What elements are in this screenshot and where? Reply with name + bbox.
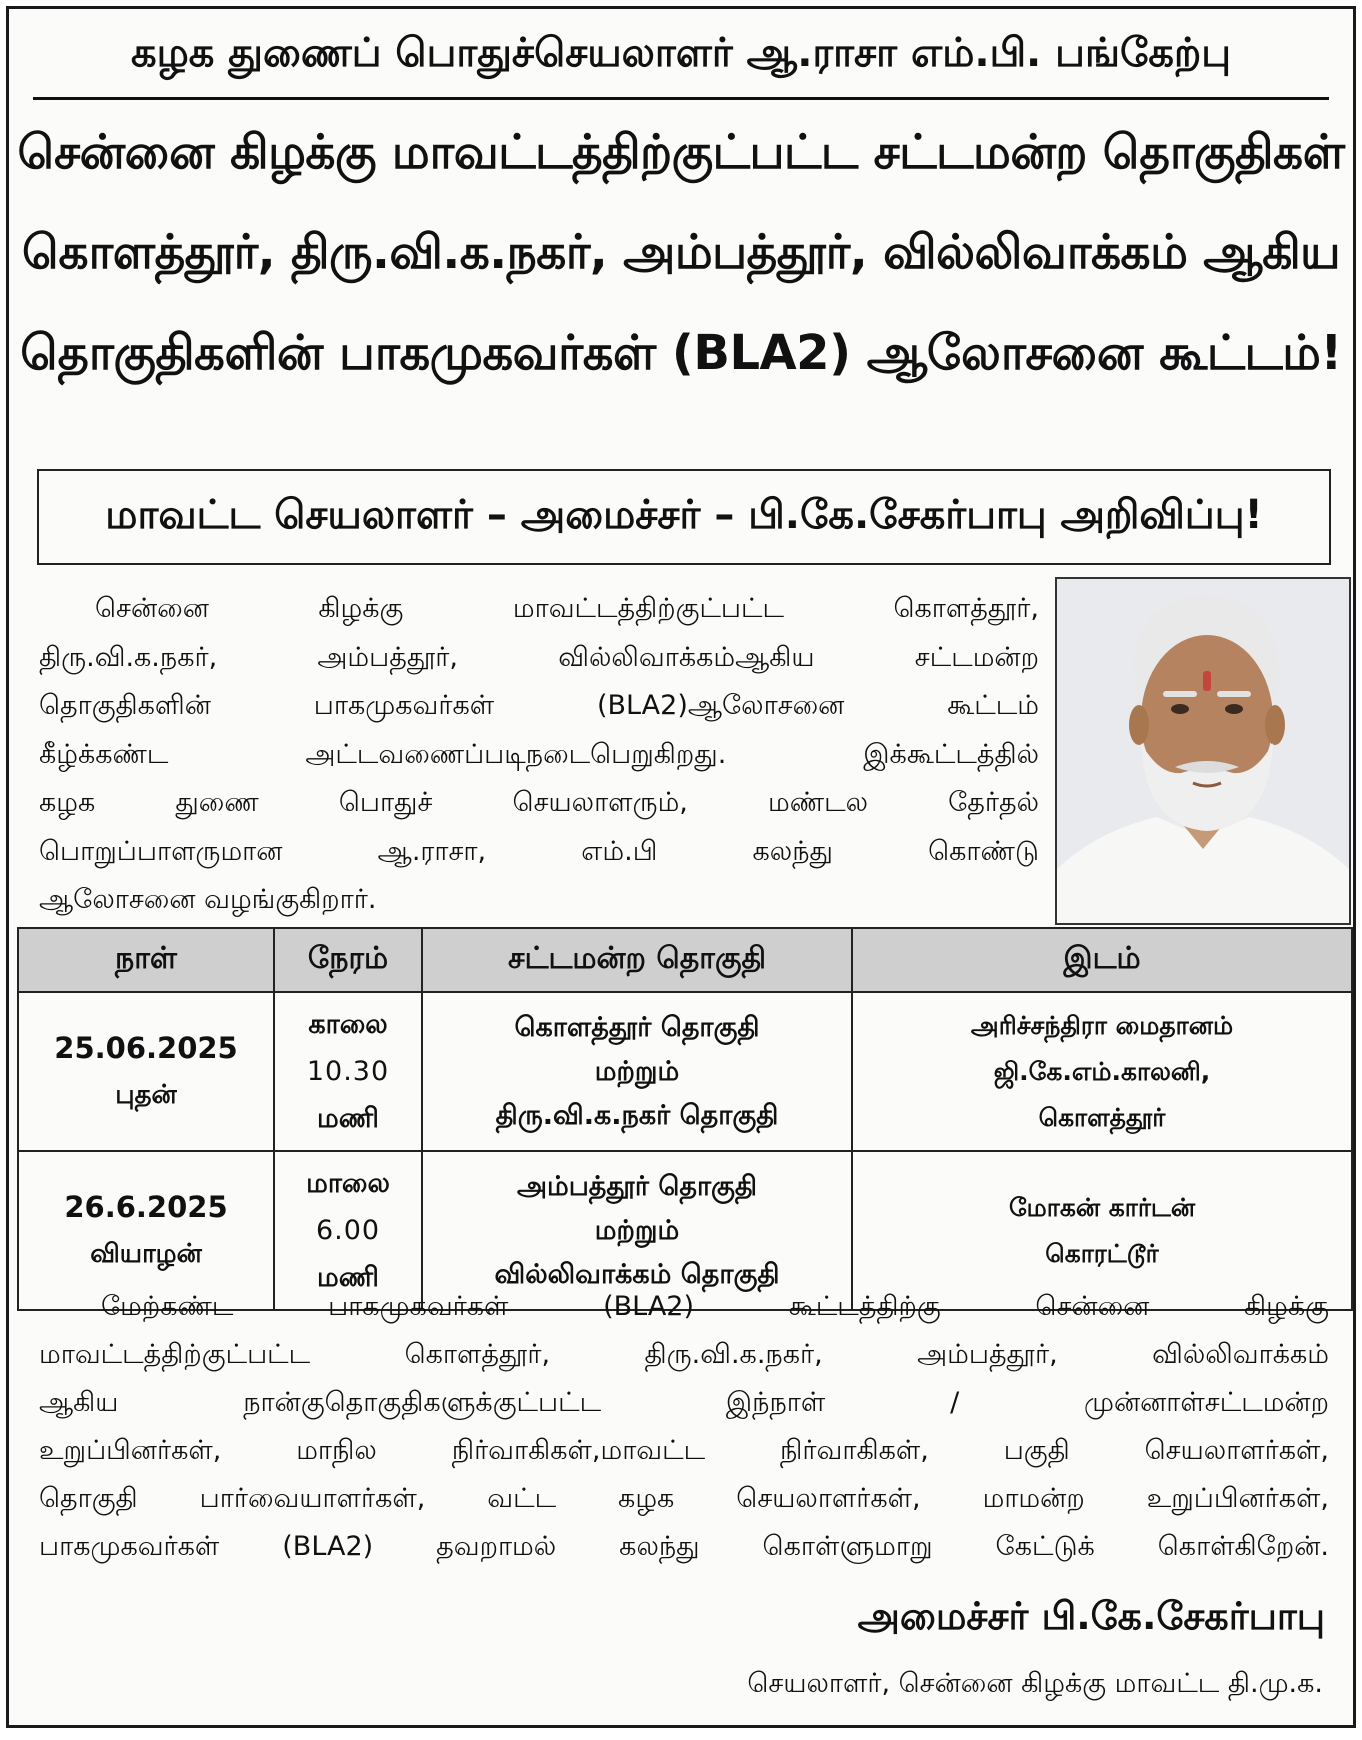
intro-line: தொகுதிகளின் பாகமுகவர்கள் (BLA2)ஆலோசனை கூட்டம் [39, 690, 1039, 721]
signatory-name: அமைச்சர் பி.கே.சேகர்பாபு [857, 1594, 1325, 1638]
closing-line: மாவட்டத்திற்குட்பட்ட கொளத்தூர், திரு.வி.க.நகர், அம்பத்தூர், வில்லிவாக்கம் [39, 1339, 1329, 1370]
venue-line: கொளத்தூர் [1038, 1102, 1166, 1132]
table-row [18, 992, 1352, 1151]
date-cell [18, 992, 274, 1151]
constituency-line: அம்பத்தூர் தொகுதி [516, 1170, 758, 1202]
time-part: காலை [308, 1009, 388, 1040]
constituency-line: மற்றும் [594, 1214, 680, 1246]
constituency-line: மற்றும் [594, 1055, 680, 1087]
headline [9, 103, 1353, 403]
constituency-line: திரு.வி.க.நகர் தொகுதி [495, 1099, 779, 1131]
closing-line: பாகமுகவர்கள் (BLA2) தவறாமல் கலந்து கொள்ளுமாறு கேட்டுக் கொள்கிறேன். [39, 1531, 1329, 1562]
press-notice [6, 6, 1356, 1728]
header-venue: இடம் [852, 928, 1352, 992]
venue-cell [852, 992, 1352, 1151]
time-cell [274, 992, 422, 1151]
meeting-date: 26.6.2025 [64, 1189, 228, 1224]
header-time: நேரம் [274, 928, 422, 992]
time-part: மணி [317, 1262, 379, 1293]
portrait-illustration [1057, 579, 1349, 923]
headline-line-3: தொகுதிகளின் பாகமுகவர்கள் (BLA2) ஆலோசனை கூட்டம்! [20, 325, 1342, 381]
time-value: 10.30 [306, 1056, 390, 1087]
signatory-designation: செயலாளர், சென்னை கிழக்கு மாவட்ட தி.மு.க. [747, 1668, 1323, 1699]
header-date: நாள் [18, 928, 274, 992]
intro-line: பொறுப்பாளருமான ஆ.ராசா, எம்.பி கலந்து கொண்டு [39, 835, 1039, 867]
closing-line: உறுப்பினர்கள், மாநில நிர்வாகிகள்,மாவட்ட நிர்வாகிகள், பகுதி செயலாளர்கள், [39, 1435, 1329, 1466]
venue-line: ஜி.கே.எம்.காலனி, [993, 1056, 1211, 1086]
closing-paragraph [39, 1283, 1329, 1571]
meeting-day: வியாழன் [90, 1238, 202, 1269]
kicker-line: கழக துணைப் பொதுச்செயலாளர் ஆ.ராசா எம்.பி. பங்கேற்பு [131, 30, 1231, 76]
time-value: 6.00 [315, 1215, 381, 1246]
headline-line-1: சென்னை கிழக்கு மாவட்டத்திற்குட்பட்ட சட்டமன்ற தொகுதிகள் [17, 125, 1345, 180]
kicker-divider [33, 97, 1329, 100]
intro-line: ஆலோசனை வழங்குகிறார். [39, 884, 377, 915]
table-header-row [18, 928, 1352, 992]
header-constituency: சட்டமன்ற தொகுதி [422, 928, 852, 992]
venue-line: கொரட்டூர் [1045, 1238, 1159, 1268]
intro-line: சென்னை கிழக்கு மாவட்டத்திற்குட்பட்ட கொளத்தூர், [95, 593, 1039, 624]
meeting-day: புதன் [115, 1079, 177, 1110]
meeting-date: 25.06.2025 [54, 1030, 238, 1065]
intro-line: கழக துணை பொதுச் செயலாளரும், மண்டல தேர்தல் [39, 787, 1039, 818]
constituency-line: வில்லிவாக்கம் தொகுதி [494, 1258, 780, 1290]
time-part: மணி [317, 1103, 379, 1134]
headline-line-2: கொளத்தூர், திரு.வி.க.நகர், அம்பத்தூர், வில்லிவாக்கம் ஆகிய [21, 225, 1341, 280]
constituency-cell [422, 992, 852, 1151]
time-part: மாலை [306, 1168, 390, 1199]
intro-paragraph [39, 585, 1039, 925]
closing-line: மேற்கண்ட பாகமுகவர்கள் (BLA2) கூட்டத்திற்கு சென்னை கிழக்கு [101, 1291, 1329, 1322]
venue-line: மோகன் கார்டன் [1008, 1192, 1196, 1222]
announcement-text: மாவட்ட செயலாளர் – அமைச்சர் – பி.கே.சேகர்பாபு அறிவிப்பு! [105, 491, 1263, 538]
constituency-line: கொளத்தூர் தொகுதி [514, 1011, 760, 1043]
intro-line: திரு.வி.க.நகர், அம்பத்தூர், வில்லிவாக்கம்ஆகிய சட்டமன்ற [39, 641, 1039, 673]
closing-line: ஆகிய நான்குதொகுதிகளுக்குட்பட்ட இந்நாள் / முன்னாள்சட்டமன்ற [39, 1387, 1329, 1418]
announcement-box [37, 469, 1331, 565]
portrait-photo [1055, 577, 1351, 925]
intro-line: கீழ்க்கண்ட அட்டவணைப்படிநடைபெறுகிறது. இக்கூட்டத்தில் [39, 738, 1039, 770]
closing-line: தொகுதி பார்வையாளர்கள், வட்ட கழக செயலாளர்கள், மாமன்ற உறுப்பினர்கள், [39, 1483, 1329, 1514]
venue-line: அரிச்சந்திரா மைதானம் [970, 1010, 1234, 1040]
schedule-table [17, 927, 1353, 1311]
